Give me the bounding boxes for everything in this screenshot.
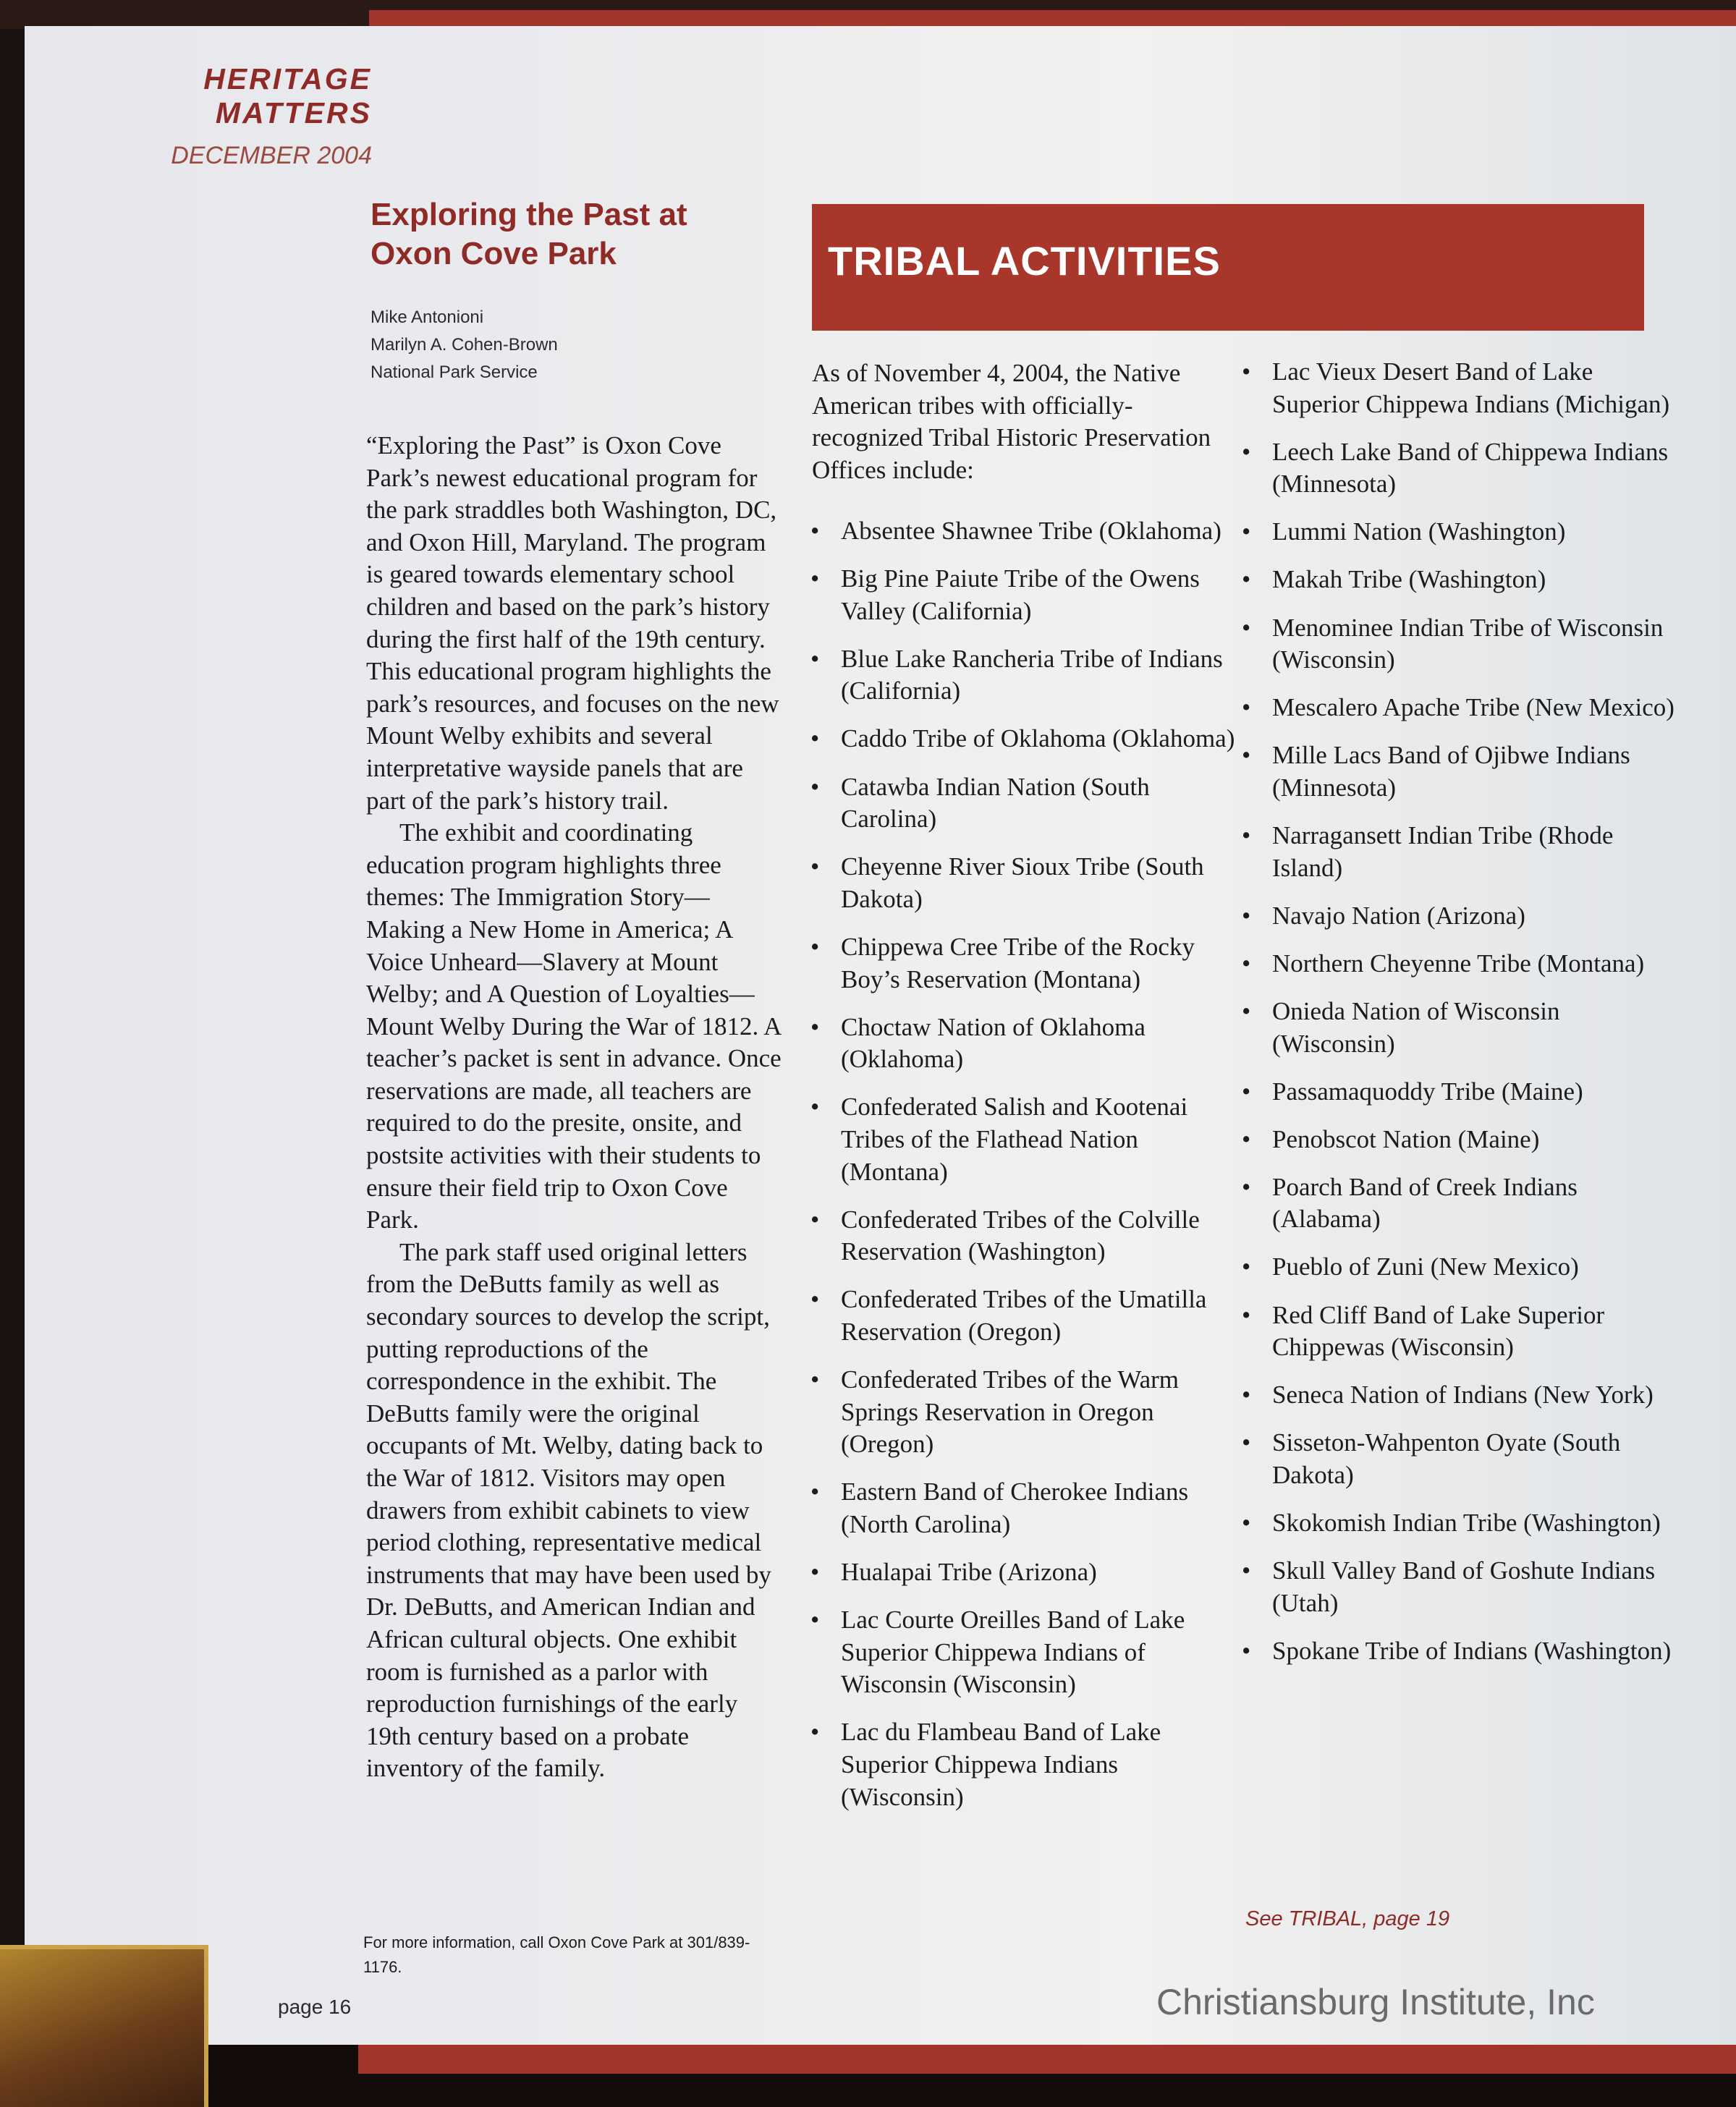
tribe-list-item: • Caddo Tribe of Oklahoma (Oklahoma) <box>810 723 1241 755</box>
article-title <box>371 195 776 273</box>
tribe-list-item: • Choctaw Nation of Oklahoma (Oklahoma) <box>810 1012 1241 1076</box>
article-title-line1: Exploring the Past at <box>371 197 687 232</box>
tribe-list-column-1 <box>810 515 1241 1829</box>
tribe-list-item: • Onieda Nation of Wisconsin (Wisconsin) <box>1242 996 1676 1060</box>
tribe-list-item: • Red Cliff Band of Lake Superior Chippewas (Wisconsin) <box>1242 1300 1676 1364</box>
tribe-list-item: • Penobscot Nation (Maine) <box>1242 1124 1676 1156</box>
tribe-list-item: • Lac Vieux Desert Band of Lake Superior Chippewa Indians (Michigan) <box>1242 356 1676 420</box>
page-number: page 16 <box>278 1996 352 2018</box>
tribe-list-item: • Big Pine Paiute Tribe of the Owens Valley (California) <box>810 563 1241 627</box>
tribe-list-item: • Catawba Indian Nation (South Carolina) <box>810 771 1241 836</box>
publication-name-line1: HERITAGE <box>203 62 372 96</box>
tribe-list-item: • Pueblo of Zuni (New Mexico) <box>1242 1251 1676 1284</box>
article-body <box>366 430 782 1785</box>
tribe-list-item: • Confederated Tribes of the Warm Springs Reservation in Oregon (Oregon) <box>810 1364 1241 1461</box>
issue-date: DECEMBER 2004 <box>171 142 372 169</box>
author-block <box>371 304 776 386</box>
publication-name <box>126 62 372 130</box>
article-paragraph: The park staff used original letters from the DeButts family as well as secondary sources to develop the script, putting reproductions of the correspondence in the exhibit. The DeButts family were the original occupants of Mt. Welby, dating back to the War of 1812. Visitors may open drawers from exhibit cabinets to view period clothing, representative medical instruments that may have been used by Dr. DeButts, and American Indian and African cultural objects. One exhibit room is furnished as a parlor with reproduction furnishings of the early 19th century based on a probate inventory of the family. <box>366 1237 771 1783</box>
tribe-list-item: • Skokomish Indian Tribe (Washington) <box>1242 1507 1676 1540</box>
tribe-list-item: • Leech Lake Band of Chippewa Indians (Minnesota) <box>1242 436 1676 501</box>
tribe-list-item: • Blue Lake Rancheria Tribe of Indians (California) <box>810 643 1241 708</box>
tribe-list-item: • Eastern Band of Cherokee Indians (North Carolina) <box>810 1476 1241 1540</box>
tribe-list-item: • Mille Lacs Band of Ojibwe Indians (Minnesota) <box>1242 739 1676 804</box>
tribe-list-item: • Confederated Tribes of the Colville Reservation (Washington) <box>810 1204 1241 1268</box>
tribe-list-item: • Confederated Salish and Kootenai Tribes of the Flathead Nation (Montana) <box>810 1091 1241 1188</box>
author-name: Mike Antonioni <box>371 308 484 327</box>
tribe-list-item: • Northern Cheyenne Tribe (Montana) <box>1242 948 1676 980</box>
tribe-list-item: • Menominee Indian Tribe of Wisconsin (Wisconsin) <box>1242 612 1676 677</box>
article-paragraph: The exhibit and coordinating education program highlights three themes: The Immigration Story—Making a New Home in America; A Voice Unheard—Slavery at Mount Welby; and A Question of Loyalties—Mount Welby During the War of 1812. A teacher’s packet is sent in advance. Once reservations are made, all teachers are required to do the presite, onsite, and postsite activities with their students to ensure their field trip to Oxon Cove Park. <box>366 818 782 1234</box>
tribe-list-item: • Lac Courte Oreilles Band of Lake Superior Chippewa Indians of Wisconsin (Wisconsin) <box>810 1604 1241 1701</box>
tribe-list-item: • Confederated Tribes of the Umatilla Reservation (Oregon) <box>810 1284 1241 1348</box>
tribe-list-item: • Absentee Shawnee Tribe (Oklahoma) <box>810 515 1241 548</box>
tribal-intro: As of November 4, 2004, the Native American tribes with officially-recognized Tribal Historic Preservation Offices include: <box>812 359 1211 484</box>
watermark-text: Christiansburg Institute, Inc <box>1156 1982 1595 2022</box>
newsletter-page <box>25 26 1736 2045</box>
tribe-list-item: • Sisseton-Wahpenton Oyate (South Dakota) <box>1242 1427 1676 1491</box>
author-name: Marilyn A. Cohen-Brown <box>371 335 558 355</box>
article-footnote: For more information, call Oxon Cove Park at 301/839-1176. <box>363 1933 750 1976</box>
tribe-list-item: • Lac du Flambeau Band of Lake Superior Chippewa Indians (Wisconsin) <box>810 1716 1241 1813</box>
banner-title: TRIBAL ACTIVITIES <box>828 238 1221 284</box>
tribe-list-item: • Passamaquoddy Tribe (Maine) <box>1242 1076 1676 1108</box>
article-title-line2: Oxon Cove Park <box>371 235 617 271</box>
tribe-list-item: • Narragansett Indian Tribe (Rhode Island) <box>1242 820 1676 884</box>
bottom-red-stripe <box>358 2042 1736 2074</box>
article-paragraph: “Exploring the Past” is Oxon Cove Park’s newest educational program for the park straddles both Washington, DC, and Oxon Hill, Maryland. The program is geared towards elementary school children and based on the park’s history during the first half of the 19th century. This educational program highlights the park’s resources, and focuses on the new Mount Welby exhibits and several interpretative wayside panels that are part of the park’s history trail. <box>366 431 779 815</box>
tribal-activities-banner <box>812 204 1644 331</box>
tribe-list-item: • Navajo Nation (Arizona) <box>1242 900 1676 933</box>
continued-reference: See TRIBAL, page 19 <box>1245 1907 1450 1930</box>
tribe-list-item: • Seneca Nation of Indians (New York) <box>1242 1379 1676 1412</box>
tribe-list-column-2 <box>1242 356 1676 1683</box>
tribe-list-item: • Poarch Band of Creek Indians (Alabama) <box>1242 1171 1676 1236</box>
tribe-list-item: • Spokane Tribe of Indians (Washington) <box>1242 1635 1676 1668</box>
wooden-frame-corner <box>0 1945 208 2107</box>
tribe-list-item: • Lummi Nation (Washington) <box>1242 516 1676 548</box>
tribe-list-item: • Chippewa Cree Tribe of the Rocky Boy’s Reservation (Montana) <box>810 931 1241 996</box>
tribe-list-item: • Mescalero Apache Tribe (New Mexico) <box>1242 692 1676 724</box>
publication-name-line2: MATTERS <box>215 96 372 130</box>
tribe-list-item: • Cheyenne River Sioux Tribe (South Dakota) <box>810 851 1241 915</box>
author-affiliation: National Park Service <box>371 363 538 382</box>
tribe-list-item: • Skull Valley Band of Goshute Indians (Utah) <box>1242 1555 1676 1619</box>
tribe-list-item: • Hualapai Tribe (Arizona) <box>810 1556 1241 1589</box>
tribe-list-item: • Makah Tribe (Washington) <box>1242 564 1676 596</box>
